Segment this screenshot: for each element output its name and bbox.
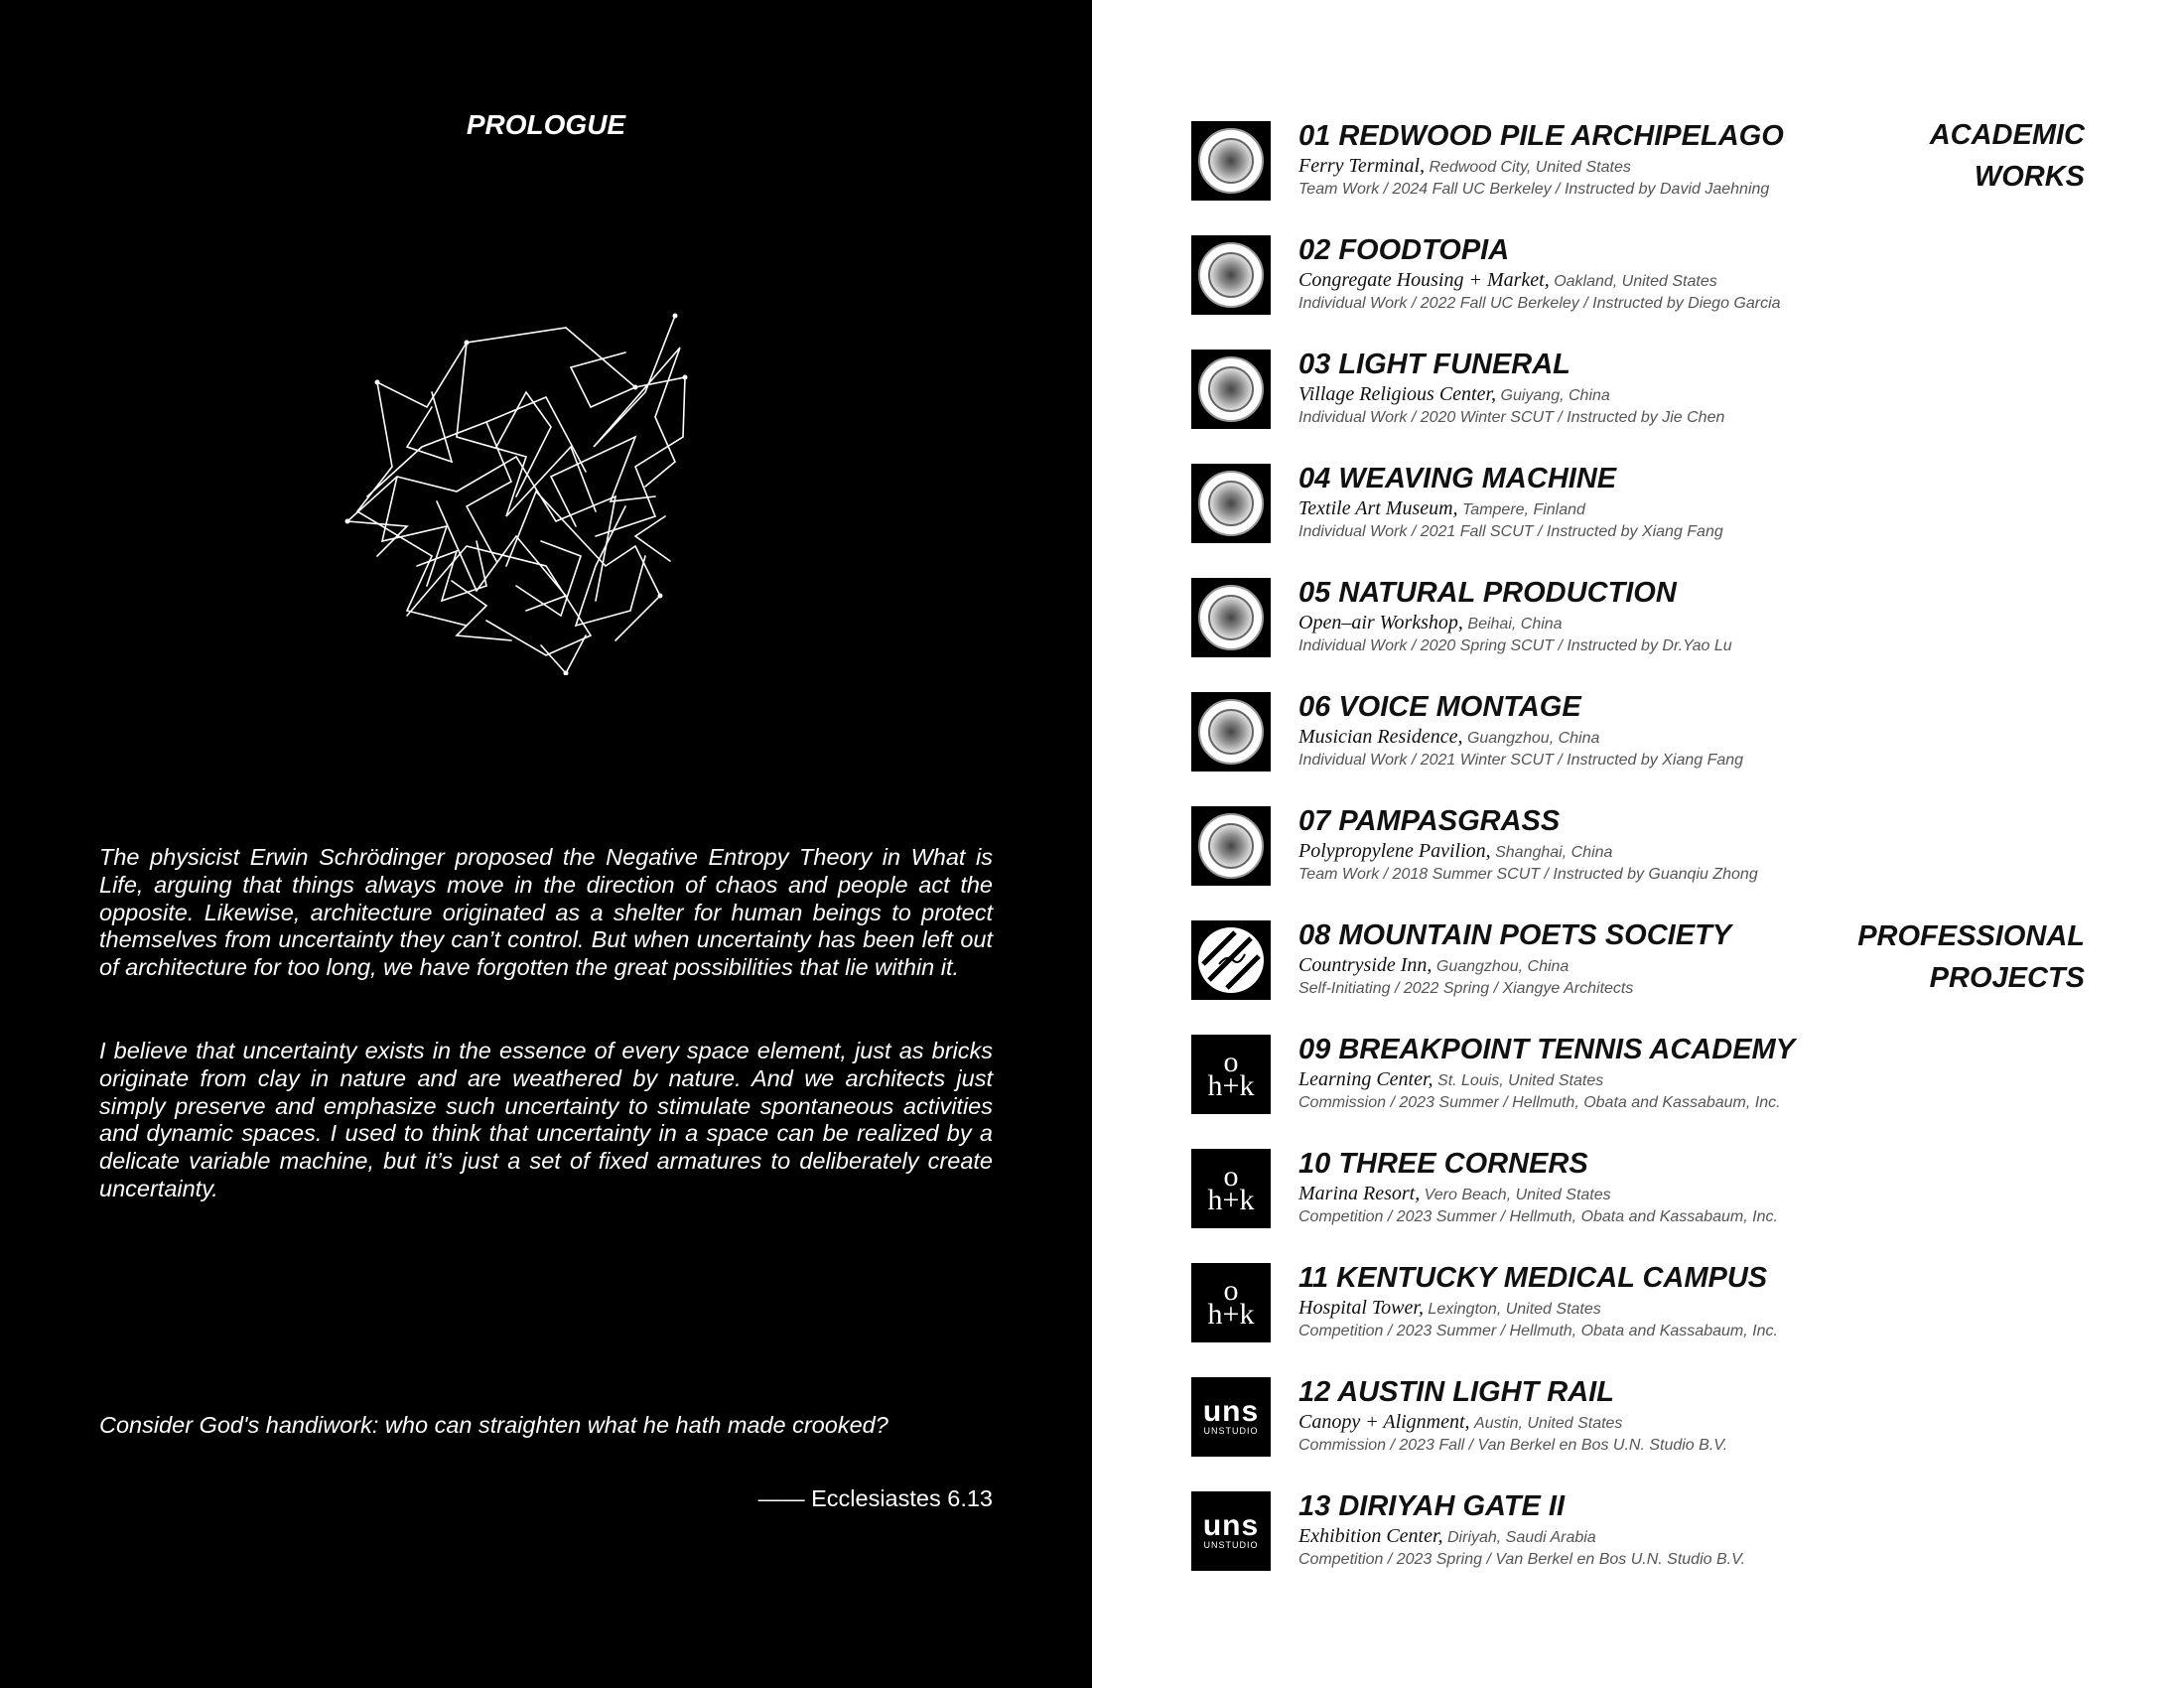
project-title: 03 LIGHT FUNERAL [1298,349,1570,380]
project-meta: Commission / 2023 Fall / Van Berkel en Bos U.N. Studio B.V. [1298,1437,1728,1454]
project-meta: Individual Work / 2020 Winter SCUT / Instructed by Jie Chen [1298,409,1725,426]
project-meta: Individual Work / 2020 Spring SCUT / Instructed by Dr.Yao Lu [1298,637,1732,654]
quote-attribution: —— Ecclesiastes 6.13 [757,1485,993,1511]
project-title: 06 VOICE MONTAGE [1298,691,1581,723]
hok-logo-icon: o h+k [1191,1263,1271,1342]
unstudio-logo-icon: uns UNSTUDIO [1191,1491,1271,1571]
project-entry[interactable] [1191,918,1866,1000]
project-title: 08 MOUNTAIN POETS SOCIETY [1298,919,1732,951]
project-title: 13 DIRIYAH GATE II [1298,1490,1566,1522]
project-subtitle: Hospital Tower, Lexington, United States [1298,1297,1601,1319]
wireframe-sketch-illustration [338,298,774,675]
section-label-academic: ACADEMIC WORKS [1929,119,2085,193]
project-meta: Individual Work / 2021 Fall SCUT / Instructed by Xiang Fang [1298,523,1723,540]
project-entry[interactable] [1191,462,1866,543]
xiangye-logo-icon [1191,920,1271,1000]
project-subtitle: Village Religious Center, Guiyang, China [1298,383,1610,405]
scut-seal-icon [1191,692,1271,772]
scut-seal-icon [1191,464,1271,543]
uc-berkeley-seal-icon [1191,121,1271,201]
project-subtitle: Ferry Terminal, Redwood City, United States [1298,155,1631,177]
project-entry[interactable] [1191,1033,1866,1114]
project-subtitle: Musician Residence, Guangzhou, China [1298,726,1600,748]
project-entry[interactable] [1191,804,1866,886]
project-meta: Individual Work / 2021 Winter SCUT / Instructed by Xiang Fang [1298,752,1744,769]
project-entry[interactable] [1191,1147,1866,1228]
project-meta: Competition / 2023 Summer / Hellmuth, Obata and Kassabaum, Inc. [1298,1323,1778,1339]
scut-seal-icon [1191,806,1271,886]
project-subtitle: Exhibition Center, Diriyah, Saudi Arabia [1298,1525,1596,1547]
project-entry[interactable] [1191,576,1866,657]
project-meta: Competition / 2023 Spring / Van Berkel en Bos U.N. Studio B.V. [1298,1551,1746,1568]
project-subtitle: Marina Resort, Vero Beach, United States [1298,1183,1611,1204]
hok-logo-icon: o h+k [1191,1035,1271,1114]
prologue-paragraph-1: The physicist Erwin Schrödinger proposed the Negative Entropy Theory in What is Life, arguing that things always move in the direction of chaos and people act the opposite. Likewise, architecture originated as a shelter for human beings to protect themselves from uncertainty they can’t control. But when uncertainty has been left out of architecture for too long, we have forgotten the great possibilities that lie within it. [99,844,993,981]
project-entry[interactable] [1191,690,1866,772]
project-entry[interactable] [1191,119,1866,201]
project-meta: Self-Initiating / 2022 Spring / Xiangye Architects [1298,980,1634,997]
project-subtitle: Canopy + Alignment, Austin, United States [1298,1411,1623,1433]
project-meta: Team Work / 2024 Fall UC Berkeley / Instructed by David Jaehning [1298,181,1770,198]
project-title: 11 KENTUCKY MEDICAL CAMPUS [1298,1262,1768,1294]
scut-seal-icon [1191,578,1271,657]
section-label-professional: PROFESSIONAL PROJECTS [1857,920,2085,994]
project-title: 01 REDWOOD PILE ARCHIPELAGO [1298,120,1784,152]
project-entry[interactable] [1191,1375,1866,1457]
project-subtitle: Open–air Workshop, Beihai, China [1298,612,1563,633]
unstudio-logo-icon: uns UNSTUDIO [1191,1377,1271,1457]
project-subtitle: Learning Center, St. Louis, United States [1298,1068,1604,1090]
project-entry[interactable] [1191,233,1866,315]
project-title: 09 BREAKPOINT TENNIS ACADEMY [1298,1034,1796,1065]
project-meta: Commission / 2023 Summer / Hellmuth, Obata and Kassabaum, Inc. [1298,1094,1781,1111]
project-title: 05 NATURAL PRODUCTION [1298,577,1677,609]
project-entry[interactable] [1191,348,1866,429]
project-title: 04 WEAVING MACHINE [1298,463,1617,494]
project-entry[interactable] [1191,1489,1866,1571]
scripture-quote: Consider God's handiwork: who can straighten what he hath made crooked? [99,1412,888,1438]
project-subtitle: Textile Art Museum, Tampere, Finland [1298,497,1585,519]
project-subtitle: Polypropylene Pavilion, Shanghai, China [1298,840,1613,862]
scut-seal-icon [1191,350,1271,429]
project-title: 02 FOODTOPIA [1298,234,1510,266]
project-entry[interactable] [1191,1261,1866,1342]
project-subtitle: Congregate Housing + Market, Oakland, United States [1298,269,1717,291]
project-title: 10 THREE CORNERS [1298,1148,1588,1180]
hok-logo-icon: o h+k [1191,1149,1271,1228]
uc-berkeley-seal-icon [1191,235,1271,315]
project-meta: Competition / 2023 Summer / Hellmuth, Obata and Kassabaum, Inc. [1298,1208,1778,1225]
project-subtitle: Countryside Inn, Guangzhou, China [1298,954,1570,976]
project-meta: Individual Work / 2022 Fall UC Berkeley / Instructed by Diego Garcia [1298,295,1781,312]
xiangye-emblem-icon [1195,924,1267,996]
project-title: 07 PAMPASGRASS [1298,805,1561,837]
prologue-paragraph-2: I believe that uncertainty exists in the essence of every space element, just as bricks originate from clay in nature and are weathered by nature. And we architects just simply preserve and emphasize such uncertainty to stimulate spontaneous activities and dynamic spaces. I used to think that uncertainty in a space can be realized by a delicate variable machine, but it’s just a set of fixed armatures to deliberately create uncertainty. [99,1038,993,1201]
project-meta: Team Work / 2018 Summer SCUT / Instructed by Guanqiu Zhong [1298,866,1758,883]
project-title: 12 AUSTIN LIGHT RAIL [1298,1376,1614,1408]
page-title: PROLOGUE [466,109,626,140]
